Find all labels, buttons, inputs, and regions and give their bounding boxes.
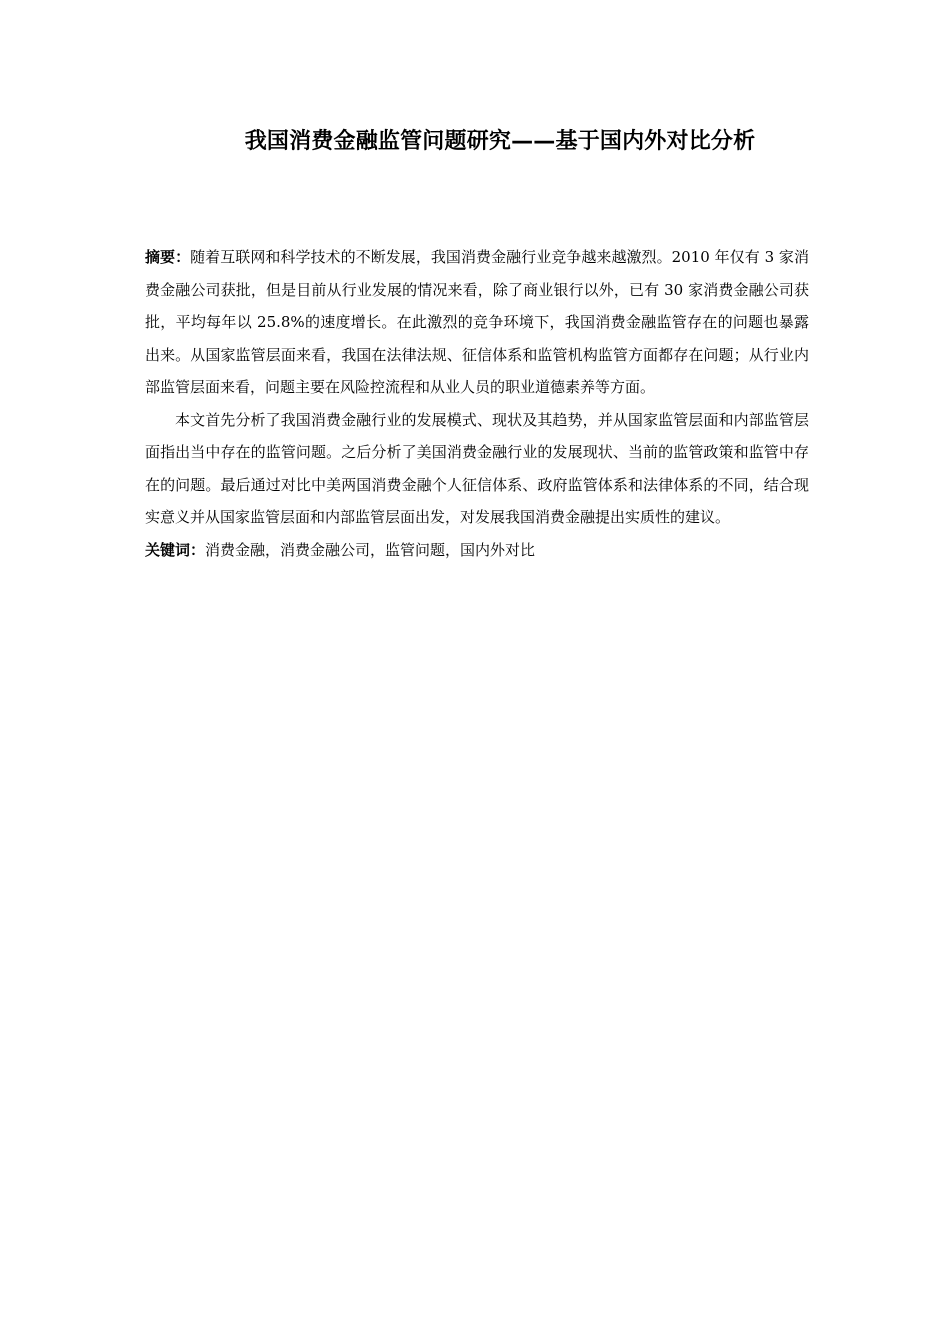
keywords-label: 关键词： bbox=[145, 540, 206, 559]
keywords-row bbox=[145, 534, 809, 567]
abstract-paragraph-2: 本文首先分析了我国消费金融行业的发展模式、现状及其趋势，并从国家监管层面和内部监管层面指出当中存在的监管问题。之后分析了美国消费金融行业的发展现状、当前的监管政策和监管中存在的问题。最后通过对比中美两国消费金融个人征信体系、政府监管体系和法律体系的不同，结合现实意义并从国家监管层面和内部监管层面出发，对发展我国消费金融提出实质性的建议。 bbox=[145, 410, 809, 526]
abstract-paragraph-1 bbox=[145, 241, 809, 404]
document-title: 我国消费金融监管问题研究——基于国内外对比分析 bbox=[244, 129, 756, 154]
abstract-section bbox=[145, 241, 809, 566]
abstract-label: 摘要： bbox=[145, 248, 191, 266]
keywords-text: 消费金融，消费金融公司，监管问题，国内外对比 bbox=[205, 540, 536, 559]
abstract-text-1: 随着互联网和科学技术的不断发展，我国消费金融行业竞争越来越激烈。2010 年仅有 3 家消费金融公司获批，但是目前从行业发展的情况来看，除了商业银行以外，已有 30 家消费金融公司获批，平均每年以 25.8%的速度增长。在此激烈的竞争环境下，我国消费金融监管存在的问题也暴露出来。从国家监管层面来看，我国在法律法规、征信体系和监管机构监管方面都存在问题；从行业内部监管层面来看，问题主要在风险控流程和从业人员的职业道德素养等方面。 bbox=[145, 248, 809, 396]
